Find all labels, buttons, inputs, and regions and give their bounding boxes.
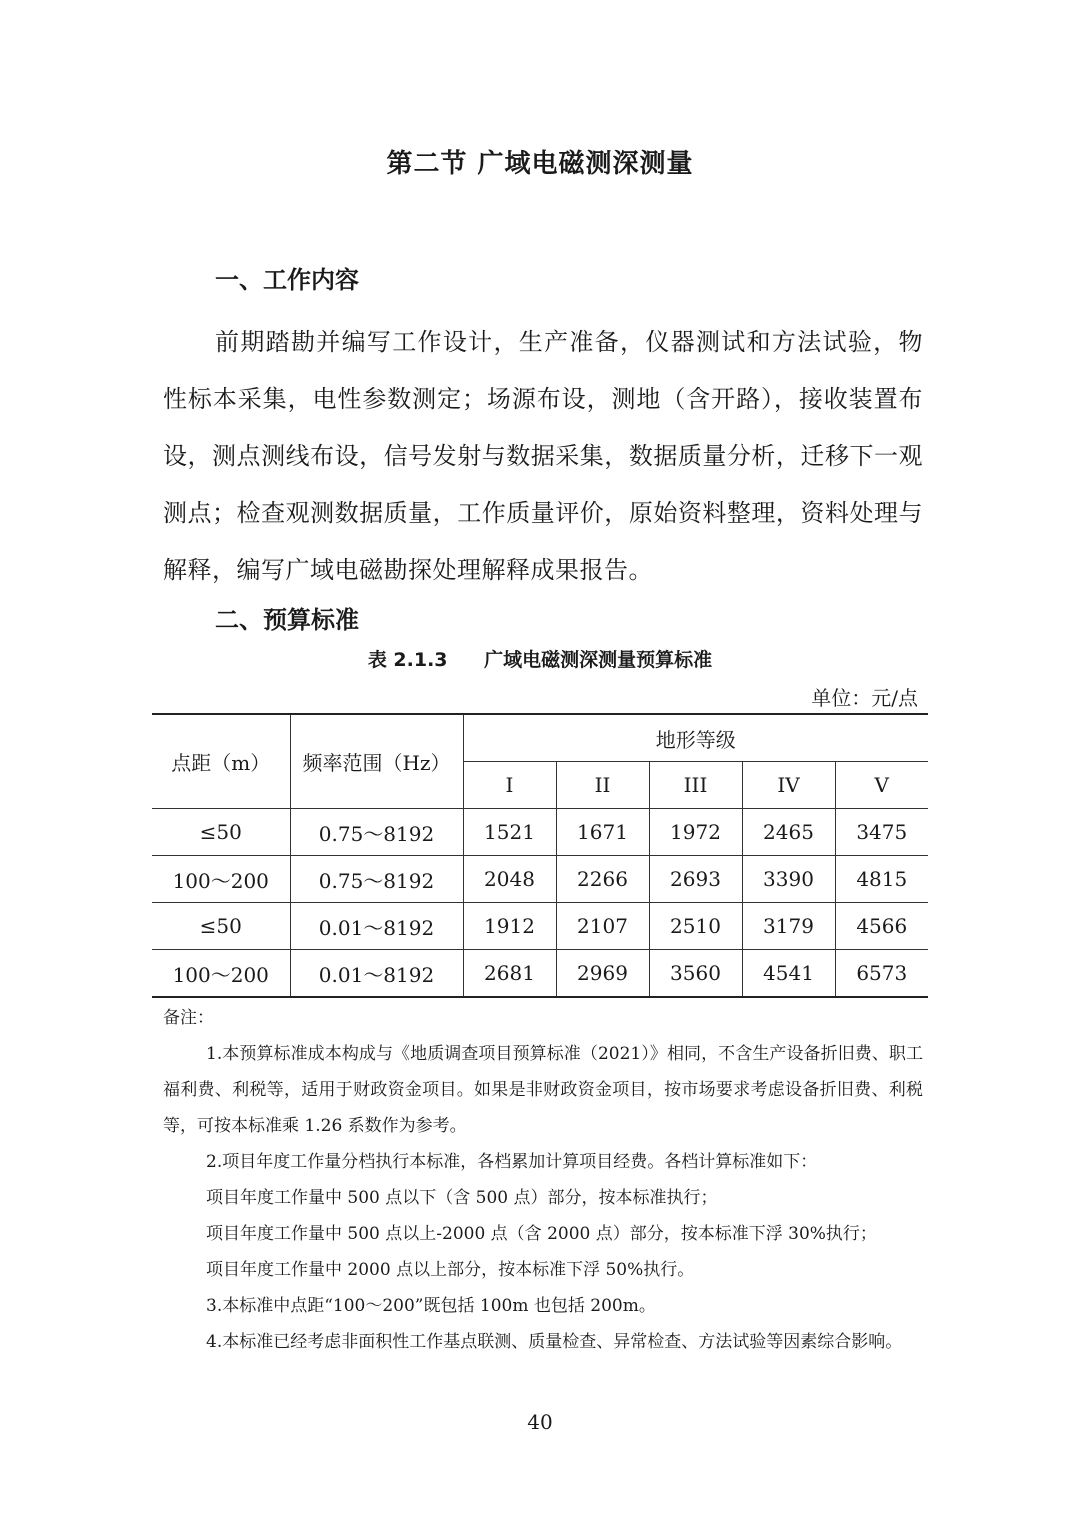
table-row: [152, 903, 928, 950]
table-row: [152, 856, 928, 903]
table-unit: 单位：元/点: [811, 686, 918, 710]
table-row: [152, 809, 928, 856]
work-content-paragraph: 前期踏勘并编写工作设计，生产准备，仪器测试和方法试验，物性标本采集，电性参数测定；场源布设，测地（含开路），接收装置布设，测点测线布设，信号发射与数据采集，数据质量分析，迁移下一观测点；检查观测数据质量，工作质量评价，原始资料整理，资料处理与解释，编写广域电磁勘探处理解释成果报告。: [163, 328, 923, 584]
cell-distance: 100～200: [152, 950, 290, 998]
cell-value: 3560: [649, 950, 742, 998]
cell-value: 2681: [463, 950, 556, 998]
cell-value: 3390: [742, 856, 835, 903]
header-terrain-level: II: [556, 762, 649, 809]
note-subitem: 项目年度工作量中 2000 点以上部分，按本标准下浮 50%执行。: [206, 1260, 695, 1280]
note-item: 2.项目年度工作量分档执行本标准，各档累加计算项目经费。各档计算标准如下：: [206, 1152, 818, 1172]
header-terrain-level: III: [649, 762, 742, 809]
page-number: 40: [527, 1410, 553, 1434]
note-subitem: 项目年度工作量中 500 点以上-2000 点（含 2000 点）部分，按本标准下浮 30%执行；: [206, 1224, 877, 1244]
cell-value: 3475: [835, 809, 928, 856]
cell-value: 4541: [742, 950, 835, 998]
note-item: 1.本预算标准成本构成与《地质调查项目预算标准（2021）》相同，不含生产设备折旧费、职工福利费、利税等，适用于财政资金项目。如果是非财政资金项目，按市场要求考虑设备折旧费、利税等，可按本标准乘 1.26 系数作为参考。: [163, 1044, 923, 1136]
note-item: 4.本标准已经考虑非面积性工作基点联测、质量检查、异常检查、方法试验等因素综合影响。: [206, 1332, 903, 1352]
cell-value: 3179: [742, 903, 835, 950]
header-terrain: 地形等级: [463, 714, 928, 762]
note-subitem: 项目年度工作量中 500 点以下（含 500 点）部分，按本标准执行；: [206, 1188, 718, 1208]
header-terrain-level: V: [835, 762, 928, 809]
cell-frequency: 0.75～8192: [290, 856, 463, 903]
cell-value: 6573: [835, 950, 928, 998]
cell-frequency: 0.01～8192: [290, 950, 463, 998]
cell-value: 2048: [463, 856, 556, 903]
cell-frequency: 0.75～8192: [290, 809, 463, 856]
cell-value: 2510: [649, 903, 742, 950]
cell-distance: ≤50: [152, 903, 290, 950]
cell-value: 2969: [556, 950, 649, 998]
cell-value: 2465: [742, 809, 835, 856]
budget-table: [152, 713, 928, 998]
header-terrain-level: IV: [742, 762, 835, 809]
heading-work-content: 一、工作内容: [215, 266, 359, 294]
cell-value: 2266: [556, 856, 649, 903]
cell-distance: 100～200: [152, 856, 290, 903]
notes-block: [163, 1000, 923, 1360]
cell-value: 1912: [463, 903, 556, 950]
header-distance: 点距（m）: [152, 714, 290, 809]
heading-budget-standard: 二、预算标准: [215, 606, 359, 634]
cell-value: 2107: [556, 903, 649, 950]
table-row: [152, 950, 928, 998]
table-caption-number: 表 2.1.3: [367, 649, 448, 671]
table-header-row: [152, 714, 928, 762]
section-title: 第二节 广域电磁测深测量: [386, 149, 694, 179]
cell-frequency: 0.01～8192: [290, 903, 463, 950]
cell-value: 1972: [649, 809, 742, 856]
cell-value: 1521: [463, 809, 556, 856]
header-terrain-level: I: [463, 762, 556, 809]
notes-label: 备注：: [163, 1008, 214, 1028]
cell-distance: ≤50: [152, 809, 290, 856]
cell-value: 4815: [835, 856, 928, 903]
cell-value: 1671: [556, 809, 649, 856]
cell-value: 2693: [649, 856, 742, 903]
table-caption-title: 广域电磁测深测量预算标准: [484, 649, 713, 671]
note-item: 3.本标准中点距“100～200”既包括 100m 也包括 200m。: [206, 1296, 656, 1316]
header-frequency: 频率范围（Hz）: [290, 714, 463, 809]
table-caption: [0, 645, 1080, 672]
cell-value: 4566: [835, 903, 928, 950]
